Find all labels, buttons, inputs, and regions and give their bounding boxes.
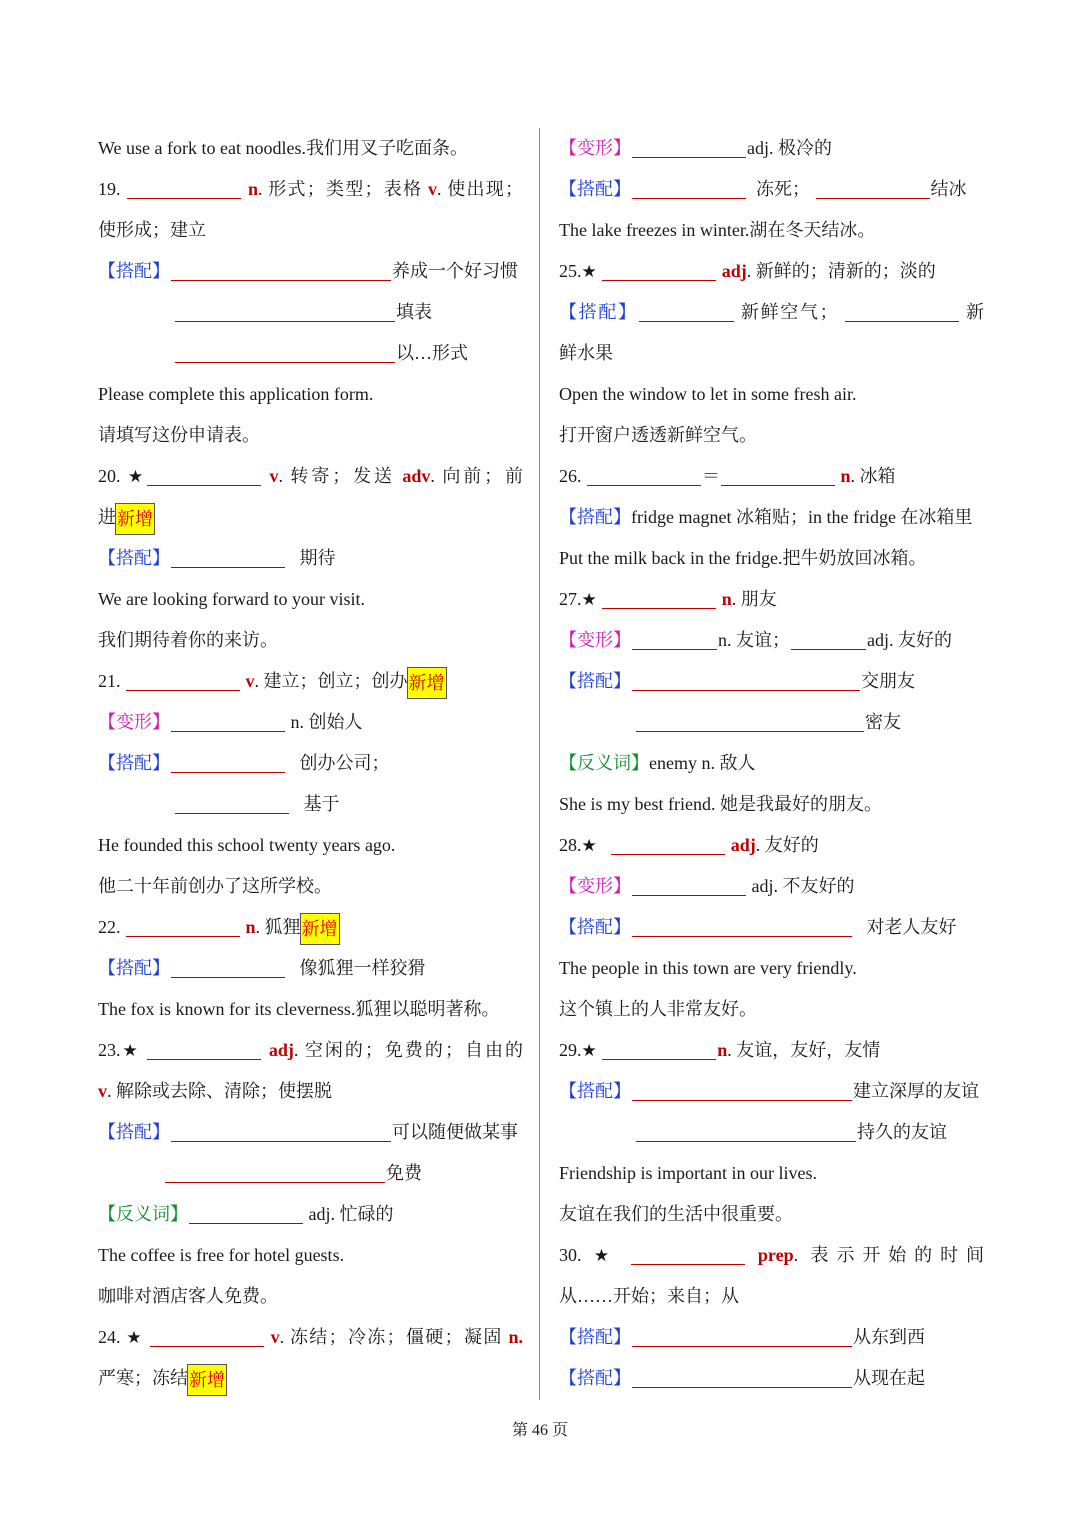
star-icon: ★ [120, 1041, 140, 1061]
collocation-row: 【搭配】 新鲜空气； 新 [559, 292, 984, 333]
answer-blank[interactable] [602, 256, 716, 281]
collocation-row: 【搭配】 可以随便做某事 [98, 1112, 523, 1153]
answer-blank[interactable] [639, 297, 734, 322]
collocation-row: 【搭配】 从现在起 [559, 1358, 984, 1399]
entry-19: 19. n. 形式；类型；表格 v. 使出现； [98, 169, 523, 210]
answer-blank[interactable] [175, 297, 395, 322]
collocation-row: 【搭配】 建立深厚的友谊 [559, 1071, 984, 1112]
star-icon: ★ [126, 1328, 143, 1348]
example-translation: 这个镇上的人非常友好。 [559, 999, 757, 1019]
answer-blank[interactable] [631, 1240, 745, 1265]
answer-blank[interactable] [632, 1076, 852, 1101]
entry-30-cont: 从……开始；来自；从 [559, 1286, 739, 1306]
collocation-row: 免费 [98, 1153, 523, 1194]
collocation-row: 【搭配】 像狐狸一样狡猾 [98, 948, 523, 989]
answer-blank[interactable] [721, 461, 835, 486]
example-translation: 友谊在我们的生活中很重要。 [559, 1204, 793, 1224]
example-translation: 请填写这份申请表。 [98, 425, 260, 445]
answer-blank[interactable] [127, 174, 241, 199]
answer-blank[interactable] [587, 461, 701, 486]
collocation-cont: 鲜水果 [559, 343, 613, 363]
new-badge: 新增 [188, 1365, 226, 1395]
entry-22: 22. n. 狐狸新增 [98, 907, 523, 948]
right-column [559, 128, 984, 1399]
example-sentence: Friendship is important in our lives. [559, 1163, 817, 1183]
example-translation: 打开窗户透透新鲜空气。 [559, 425, 757, 445]
example-sentence: We use a fork to eat noodles.我们用叉子吃面条。 [98, 138, 468, 158]
answer-blank[interactable] [632, 133, 746, 158]
form-row: 【变形】 n. 友谊； adj. 友好的 [559, 620, 984, 661]
answer-blank[interactable] [150, 1322, 264, 1347]
answer-blank[interactable] [632, 1363, 852, 1388]
entry-23: 23.★ adj. 空闲的；免费的；自由的 [98, 1030, 523, 1071]
collocation-row: 填表 [98, 292, 523, 333]
star-icon: ★ [127, 467, 147, 487]
answer-blank[interactable] [816, 174, 930, 199]
new-badge: 新增 [301, 914, 339, 944]
example-sentence: We are looking forward to your visit. [98, 589, 365, 609]
example-sentence: He founded this school twenty years ago. [98, 835, 396, 855]
answer-blank[interactable] [632, 912, 852, 937]
star-icon: ★ [581, 590, 597, 610]
answer-blank[interactable] [611, 830, 725, 855]
form-row: 【变形】 adj. 极冷的 [559, 128, 984, 169]
collocation-row: 【搭配】 交朋友 [559, 661, 984, 702]
answer-blank[interactable] [126, 666, 240, 691]
entry-29: 29.★ n. 友谊，友好，友情 [559, 1030, 984, 1071]
example-sentence: Put the milk back in the fridge.把牛奶放回冰箱。 [559, 548, 927, 568]
answer-blank[interactable] [147, 461, 261, 486]
answer-blank[interactable] [171, 256, 391, 281]
answer-blank[interactable] [171, 707, 285, 732]
answer-blank[interactable] [602, 584, 716, 609]
entry-24: 24. ★ v. 冻结；冷冻；僵硬；凝固 n. [98, 1317, 523, 1358]
column-divider [539, 128, 540, 1400]
answer-blank[interactable] [147, 1035, 261, 1060]
collocation-row: 【搭配】 冻死； 结冰 [559, 169, 984, 210]
example-sentence: She is my best friend. 她是我最好的朋友。 [559, 794, 882, 814]
page-number: 第 46 页 [511, 1422, 568, 1439]
example-sentence: The lake freezes in winter.湖在冬天结冰。 [559, 220, 876, 240]
entry-30: 30. ★ prep. 表示开始的时间 [559, 1235, 984, 1276]
answer-blank[interactable] [165, 1158, 385, 1183]
answer-blank[interactable] [175, 338, 395, 363]
entry-20-cont: 进新增 [98, 497, 523, 538]
entry-28: 28.★ adj. 友好的 [559, 825, 984, 866]
example-sentence: Open the window to let in some fresh air. [559, 384, 857, 404]
new-badge: 新增 [408, 668, 446, 698]
star-icon: ★ [593, 1246, 618, 1266]
entry-21: 21. v. 建立；创立；创办新增 [98, 661, 523, 702]
example-translation: 我们期待着你的来访。 [98, 630, 278, 650]
answer-blank[interactable] [171, 748, 285, 773]
answer-blank[interactable] [602, 1035, 716, 1060]
answer-blank[interactable] [189, 1199, 303, 1224]
answer-blank[interactable] [636, 707, 864, 732]
answer-blank[interactable] [636, 1117, 856, 1142]
star-icon: ★ [581, 1041, 597, 1061]
example-translation: 咖啡对酒店客人免费。 [98, 1286, 278, 1306]
form-row: 【变形】 n. 创始人 [98, 702, 523, 743]
collocation-row: 【搭配】 创办公司； [98, 743, 523, 784]
answer-blank[interactable] [632, 174, 746, 199]
example-sentence: The fox is known for its cleverness.狐狸以聪明著称。 [98, 999, 500, 1019]
antonym-row: 【反义词】enemy n. 敌人 [559, 753, 756, 773]
entry-20: 20. ★ v. 转寄；发送 adv. 向前；前 [98, 456, 523, 497]
answer-blank[interactable] [632, 1322, 852, 1347]
answer-blank[interactable] [632, 666, 860, 691]
answer-blank[interactable] [845, 297, 959, 322]
answer-blank[interactable] [632, 871, 746, 896]
entry-24-cont: 严寒；冻结新增 [98, 1358, 523, 1399]
answer-blank[interactable] [126, 912, 240, 937]
answer-blank[interactable] [632, 625, 717, 650]
collocation-row: 以…形式 [98, 333, 523, 374]
entry-25: 25.★ adj. 新鲜的；清新的；淡的 [559, 251, 984, 292]
collocation-row: 密友 [559, 702, 984, 743]
collocation-row: 【搭配】fridge magnet 冰箱贴；in the fridge 在冰箱里 [559, 507, 973, 527]
collocation-row: 持久的友谊 [559, 1112, 984, 1153]
collocation-row: 【搭配】 对老人友好 [559, 907, 984, 948]
example-sentence: Please complete this application form. [98, 384, 374, 404]
new-badge: 新增 [116, 504, 154, 534]
star-icon: ★ [581, 262, 597, 282]
answer-blank[interactable] [791, 625, 866, 650]
form-row: 【变形】 adj. 不友好的 [559, 866, 984, 907]
collocation-row: 【搭配】 从东到西 [559, 1317, 984, 1358]
answer-blank[interactable] [171, 1117, 391, 1142]
example-translation: 他二十年前创办了这所学校。 [98, 876, 332, 896]
example-sentence: The people in this town are very friendly. [559, 958, 857, 978]
answer-blank[interactable] [175, 789, 289, 814]
star-icon: ★ [581, 836, 597, 856]
answer-blank[interactable] [171, 953, 285, 978]
entry-26: 26. ＝ n. 冰箱 [559, 456, 984, 497]
left-column [98, 128, 523, 1399]
entry-19-cont: 使形成；建立 [98, 220, 206, 240]
entry-23-cont: v. 解除或去除、清除；使摆脱 [98, 1081, 332, 1101]
collocation-row: 【搭配】 期待 [98, 538, 523, 579]
antonym-row: 【反义词】 adj. 忙碌的 [98, 1194, 523, 1235]
answer-blank[interactable] [171, 543, 285, 568]
collocation-row: 基于 [98, 784, 523, 825]
collocation-row: 【搭配】 养成一个好习惯 [98, 251, 523, 292]
entry-27: 27.★ n. 朋友 [559, 579, 984, 620]
example-sentence: The coffee is free for hotel guests. [98, 1245, 345, 1265]
